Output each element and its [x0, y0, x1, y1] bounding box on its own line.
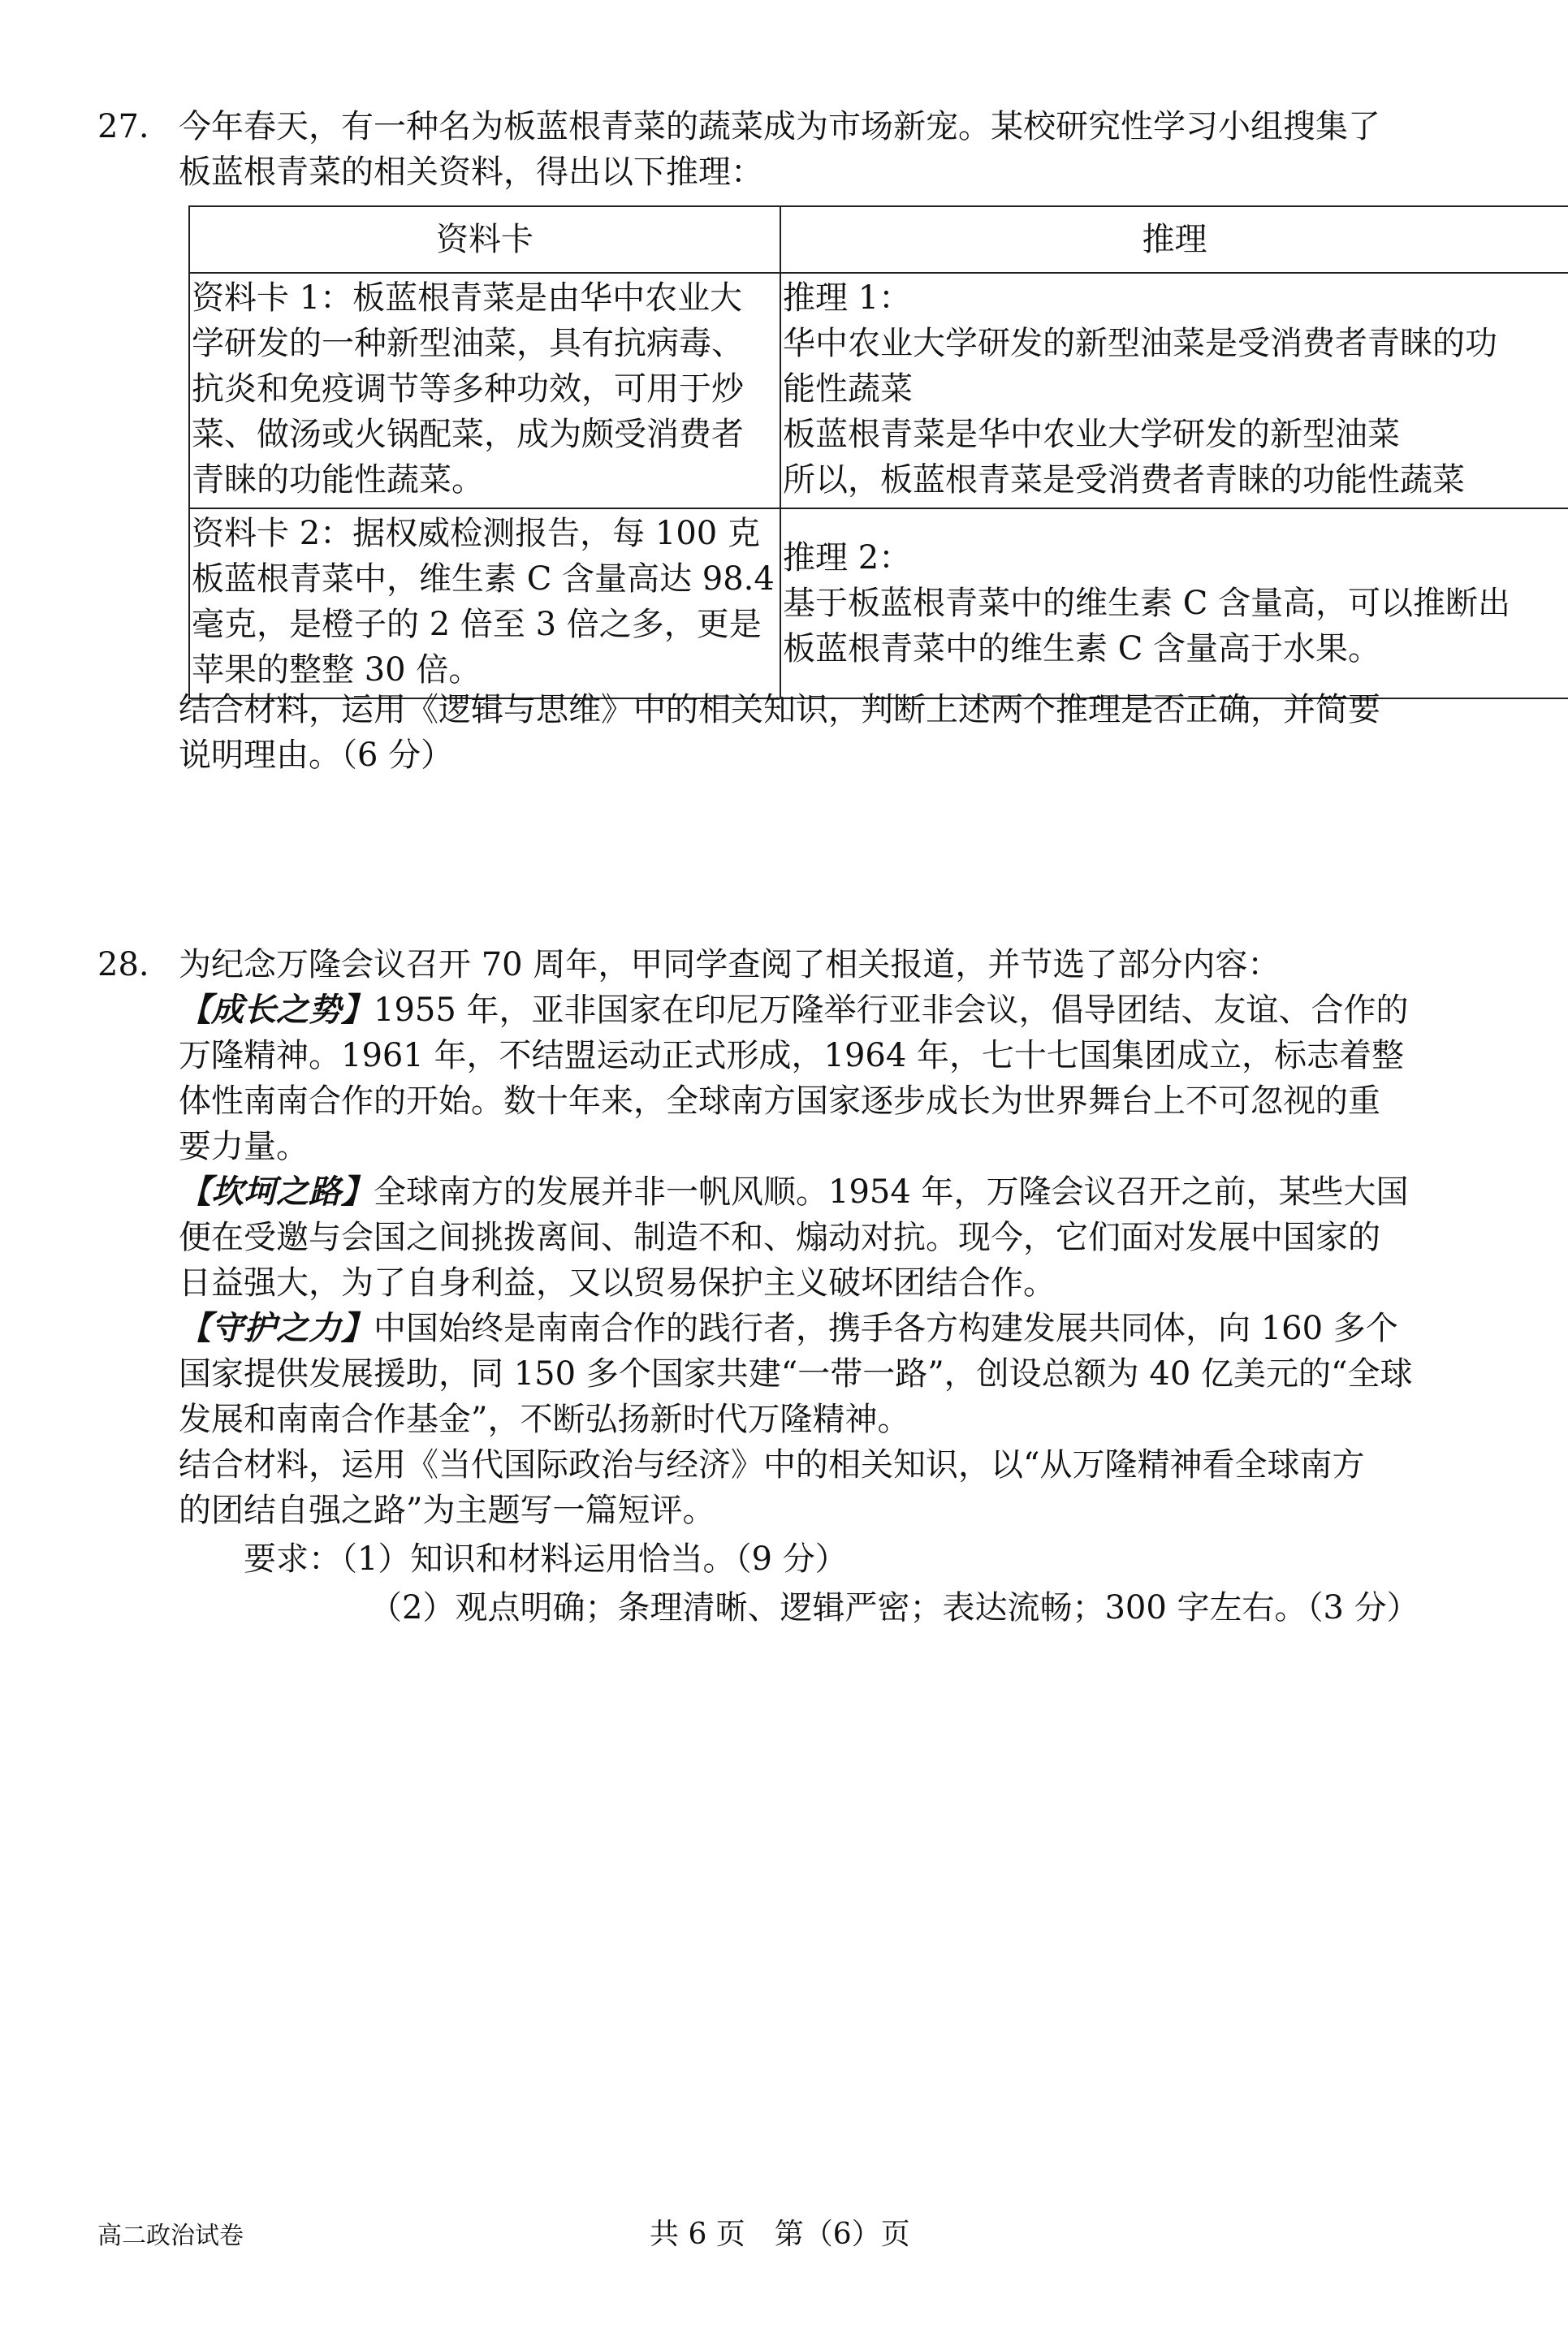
reason-line: 推理 2：	[783, 539, 912, 577]
card-cell	[189, 508, 780, 698]
reason-line: 所以，板蓝根青菜是受消费者青睐的功能性蔬菜	[783, 461, 1465, 499]
reason-line: 华中农业大学研发的新型油菜是受消费者青睐的功	[783, 325, 1497, 362]
material-line: 要力量。	[179, 1128, 309, 1165]
material-line: 日益强大，为了自身利益，又以贸易保护主义破坏团结合作。	[179, 1264, 1056, 1302]
card-line: 青睐的功能性蔬菜。	[192, 461, 484, 499]
table-header-reason: 推理	[780, 206, 1568, 273]
question-task-line: 结合材料，运用《逻辑与思维》中的相关知识，判断上述两个推理是否正确，并简要	[179, 691, 1380, 728]
material-line: 便在受邀与会国之间挑拨离间、制造不和、煽动对抗。现今，它们面对发展中国家的	[179, 1219, 1380, 1256]
material-line: 体性南南合作的开始。数十年来，全球南方国家逐步成长为世界舞台上不可忽视的重	[179, 1082, 1380, 1120]
question-task-line: 结合材料，运用《当代国际政治与经济》中的相关知识，以“从万隆精神看全球南方	[179, 1446, 1365, 1484]
card-line: 毫克，是橙子的 2 倍至 3 倍之多，更是	[192, 606, 762, 643]
card-line: 板蓝根青菜中，维生素 C 含量高达 98.4	[192, 560, 775, 598]
question-intro-line: 今年春天，有一种名为板蓝根青菜的蔬菜成为市场新宠。某校研究性学习小组搜集了	[179, 108, 1380, 145]
question-intro-line: 板蓝根青菜的相关资料，得出以下推理：	[179, 153, 763, 191]
table-row	[189, 273, 1568, 508]
section-tag: 【守护之力】	[179, 1309, 374, 1347]
card-cell	[189, 273, 780, 508]
reason-cell	[780, 508, 1568, 698]
material-line: 国家提供发展援助，同 150 多个国家共建“一带一路”，创设总额为 40 亿美元的“全球	[179, 1355, 1413, 1393]
section-text: 1955 年，亚非国家在印尼万隆举行亚非会议，倡导团结、友谊、合作的	[374, 992, 1409, 1029]
table-header-row	[189, 206, 1568, 273]
reason-line: 基于板蓝根青菜中的维生素 C 含量高，可以推断出	[783, 585, 1511, 622]
question-task-line: 说明理由。（6 分）	[179, 737, 454, 774]
reasoning-table	[188, 205, 1568, 699]
card-line: 苹果的整整 30 倍。	[192, 651, 482, 689]
question-number: 28.	[97, 946, 149, 983]
card-line: 菜、做汤或火锅配菜，成为颇受消费者	[192, 416, 744, 453]
question-intro-line: 为纪念万隆会议召开 70 周年，甲同学查阅了相关报道，并节选了部分内容：	[179, 946, 1281, 983]
material-line	[179, 987, 1409, 1033]
card-line: 资料卡 2：据权威检测报告，每 100 克	[192, 515, 760, 552]
card-line: 资料卡 1：板蓝根青菜是由华中农业大	[192, 279, 743, 317]
card-line: 抗炎和免疫调节等多种功效，可用于炒	[192, 370, 744, 408]
question-task-line: 的团结自强之路”为主题写一篇短评。	[179, 1492, 715, 1529]
reason-line: 板蓝根青菜中的维生素 C 含量高于水果。	[783, 630, 1381, 667]
material-line: 万隆精神。1961 年，不结盟运动正式形成，1964 年，七十七国集团成立，标志着整	[179, 1037, 1405, 1074]
table-header-card: 资料卡	[189, 206, 780, 273]
section-tag: 【成长之势】	[179, 991, 374, 1029]
requirement-line: （2）观点明确；条理清晰、逻辑严密；表达流畅；300 字左右。（3 分）	[369, 1589, 1419, 1627]
material-line: 发展和南南合作基金”，不断弘扬新时代万隆精神。	[179, 1401, 910, 1438]
table-row	[189, 508, 1568, 698]
reason-line: 能性蔬菜	[783, 370, 913, 408]
reason-line: 推理 1：	[783, 279, 912, 317]
material-line	[179, 1169, 1409, 1215]
section-text: 中国始终是南南合作的践行者，携手各方构建发展共同体，向 160 多个	[374, 1310, 1398, 1347]
reason-line: 板蓝根青菜是华中农业大学研发的新型油菜	[783, 416, 1400, 453]
footer-subject: 高二政治试卷	[97, 2222, 244, 2250]
reason-cell	[780, 273, 1568, 508]
requirement-line: 要求：（1）知识和材料运用恰当。（9 分）	[244, 1540, 848, 1578]
section-tag: 【坎坷之路】	[179, 1173, 374, 1211]
section-text: 全球南方的发展并非一帆风顺。1954 年，万隆会议召开之前，某些大国	[374, 1173, 1409, 1211]
footer-page-number: 共 6 页 第（6）页	[650, 2218, 910, 2251]
question-number: 27.	[97, 108, 149, 145]
card-line: 学研发的一种新型油菜，具有抗病毒、	[192, 325, 744, 362]
material-line	[179, 1306, 1398, 1351]
